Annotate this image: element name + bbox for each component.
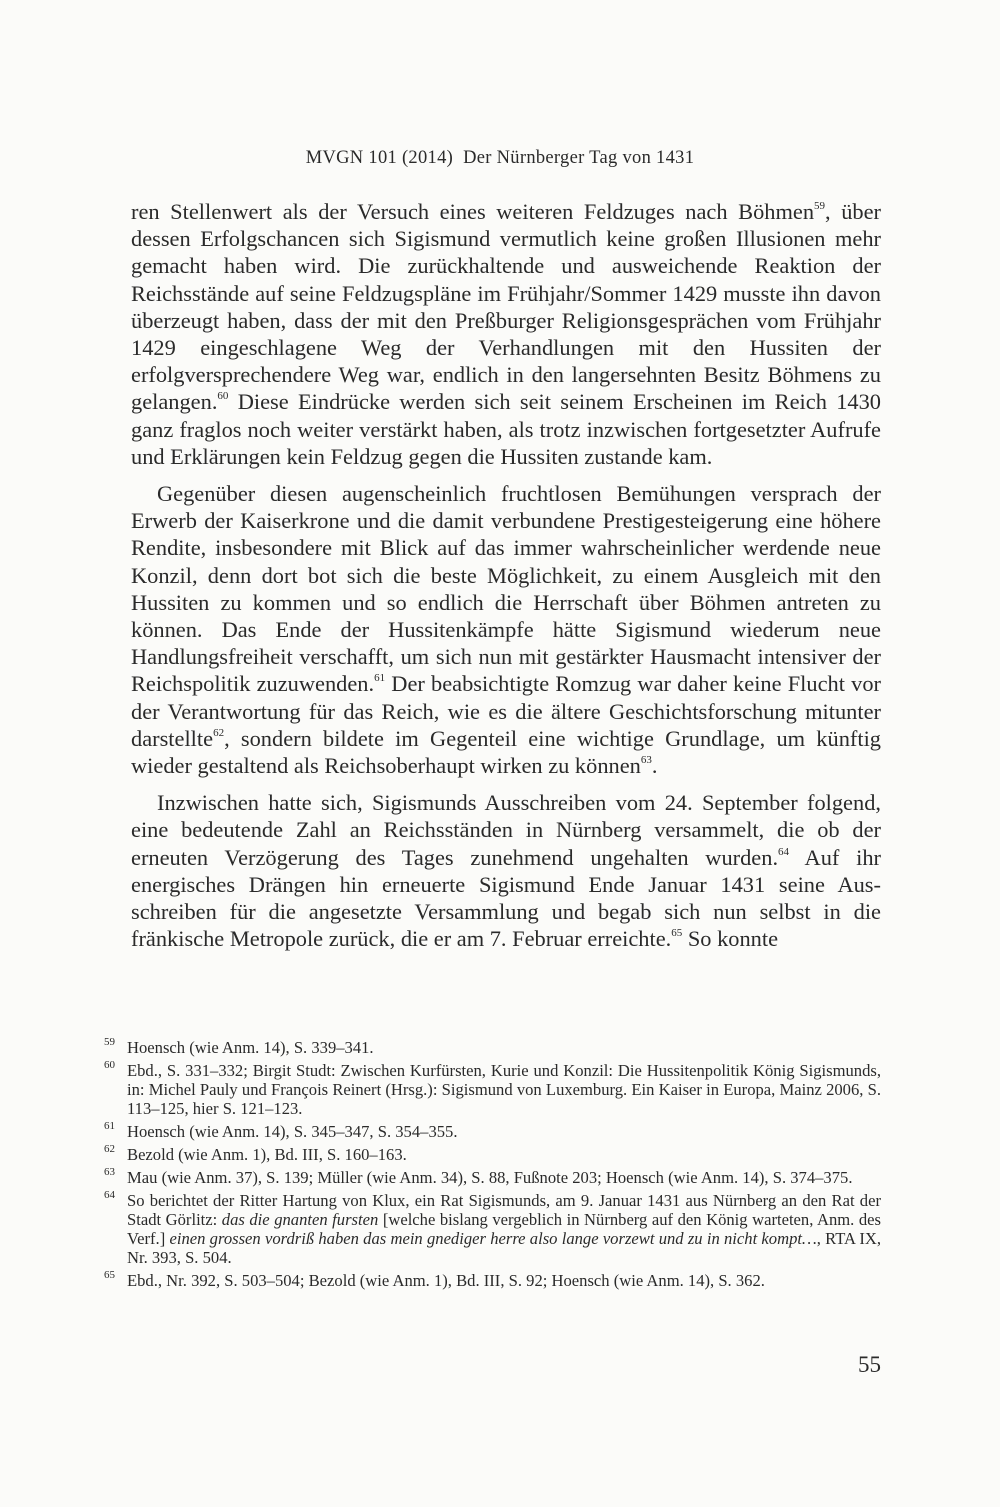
page-number: 55	[858, 1352, 881, 1377]
footnote-number: 65	[104, 1269, 115, 1281]
footnote: 63 Mau (wie Anm. 37), S. 139; Müller (wie Anm. 34), S. 88, Fußnote 203; Hoensch (wie Anm. 14), S. 374–375.	[104, 1168, 881, 1187]
footnote-ref[interactable]: 61	[374, 672, 386, 685]
footnote: 65 Ebd., Nr. 392, S. 503–504; Bezold (wie Anm. 1), Bd. III, S. 92; Hoensch (wie Anm. 14), S. 362.	[104, 1271, 881, 1290]
paragraph: ren Stellenwert als der Versuch eines weiteren Feldzuges nach Böhmen$^{59}$, über dessen Erfolgschancen sich Sigismund vermutlich keine großen Illusionen mehr gemacht haben wird. Die zurückhaltende und ausweichende Reaktion der Reichsstände auf seine Feldzugspläne im Frühjahr/Sommer 1429 musste ihn davon überzeugt haben, dass der mit den Preßburger Religionsgesprächen vom Frühjahr 1429 eingeschlagene Weg der Verhandlungen mit den Hussiten der erfolgversprechendere Weg war, endlich in den langersehnten Besitz Böhmens zu gelangen.$^{60}$ Diese Eindrücke werden sich seit seinem Erscheinen im Reich 1430 ganz fraglos noch weiter verstärkt haben, als trotz inzwischen fortgesetzter Aufrufe und Erklärungen kein Feldzug gegen die Hussiten zustande kam.	[131, 199, 881, 469]
footnote-ref[interactable]: 63	[640, 754, 652, 767]
paragraph: Inzwischen hatte sich, Sigismunds Ausschreiben vom 24. September folgend, eine bedeutende Zahl an Reichsständen in Nürnberg versammelt, die ob der erneuten Verzögerung des Tages zunehmend ungehalten wurden.$^{64}$ Auf ihr energisches Drängen hin erneuerte Sigismund Ende Januar 1431 seine Ausschreiben für die angesetzte Versammlung und begab sich nun selbst in die fränkische Metropole zurück, die er am 7. Februar erreichte.$^{65}$ So konnte	[131, 790, 881, 952]
footnote-ref[interactable]: 64	[778, 845, 790, 858]
footnote-number: 59	[104, 1036, 115, 1048]
footnote: 59 Hoensch (wie Anm. 14), S. 339–341.	[104, 1038, 881, 1057]
footnote-number: 63	[104, 1166, 115, 1178]
footnote: 60 Ebd., S. 331–332; Birgit Studt: Zwischen Kurfürsten, Kurie und Konzil: Die Hussitenpolitik König Sigismunds, in: Michel Pauly und François Reinert (Hrsg.): Sigismund von Luxemburg. Ein Kaiser in Europa, Mainz 2006, S. 113–125, hier S. 121–123.	[104, 1061, 881, 1118]
article-title: Der Nürnberger Tag von 1431	[463, 148, 695, 168]
footnote: 61 Hoensch (wie Anm. 14), S. 345–347, S. 354–355.	[104, 1122, 881, 1141]
footnote-ref[interactable]: 59	[814, 200, 826, 212]
paragraph: Gegenüber diesen augenscheinlich fruchtlosen Bemühungen versprach der Erwerb der Kaiserkrone und die damit verbundene Prestigesteigerung eine höhere Rendite, insbesondere mit Blick auf das immer wahrscheinlicher werdende neue Konzil, denn dort bot sich die beste Möglichkeit, zu einem Ausgleich mit den Hussiten zu kommen und so endlich die Herrschaft über Böhmen antreten zu können. Das Ende der Hussitenkämpfe hätte Sigismund wiederum neue Handlungsfreiheit verschafft, um sich nun mit gestärkter Hausmacht intensiver der Reichspolitik zuzuwenden.$^{61}$ Der beabsichtigte Romzug war daher keine Flucht vor der Verantwortung für das Reich, wie es die ältere Geschichtsforschung mitunter darstellte$^{62}$, sondern bildete im Gegenteil eine wichtige Grundlage, um künftig wieder gestaltend als Reichsoberhaupt wirken zu können$^{63}$.	[131, 481, 881, 779]
footnote-ref[interactable]: 65	[671, 927, 683, 940]
body-text	[131, 198, 881, 952]
journal-ref: MVGN 101 (2014)	[305, 148, 454, 168]
footnote-ref[interactable]: 62	[213, 726, 225, 739]
footnote: 62 Bezold (wie Anm. 1), Bd. III, S. 160–163.	[104, 1145, 881, 1164]
quote-italic: einen grossen vordriß haben das mein gnediger herre also lange vorzewt und zu in nicht kompt…	[169, 1229, 817, 1248]
footnote: 64 So berichtet der Ritter Hartung von Klux, ein Rat Sigismunds, am 9. Januar 1431 aus Nürnberg an den Rat der Stadt Görlitz: das die gnanten fursten [welche bislang vergeblich in Nürnberg auf den König warteten, Anm. des Verf.] einen grossen vordriß haben das mein gnediger herre also lange vorzewt und zu in nicht kompt…, RTA IX, Nr. 393, S. 504.	[104, 1191, 881, 1267]
footnote-number: 62	[104, 1143, 115, 1155]
quote-italic: das die gnanten fursten	[221, 1210, 379, 1229]
footnote-ref[interactable]: 60	[217, 390, 229, 403]
footnote-number: 61	[104, 1120, 115, 1132]
footnote-number: 64	[104, 1189, 115, 1201]
running-header	[0, 148, 1000, 169]
footnotes	[104, 1038, 881, 1294]
footnote-number: 60	[104, 1059, 115, 1071]
